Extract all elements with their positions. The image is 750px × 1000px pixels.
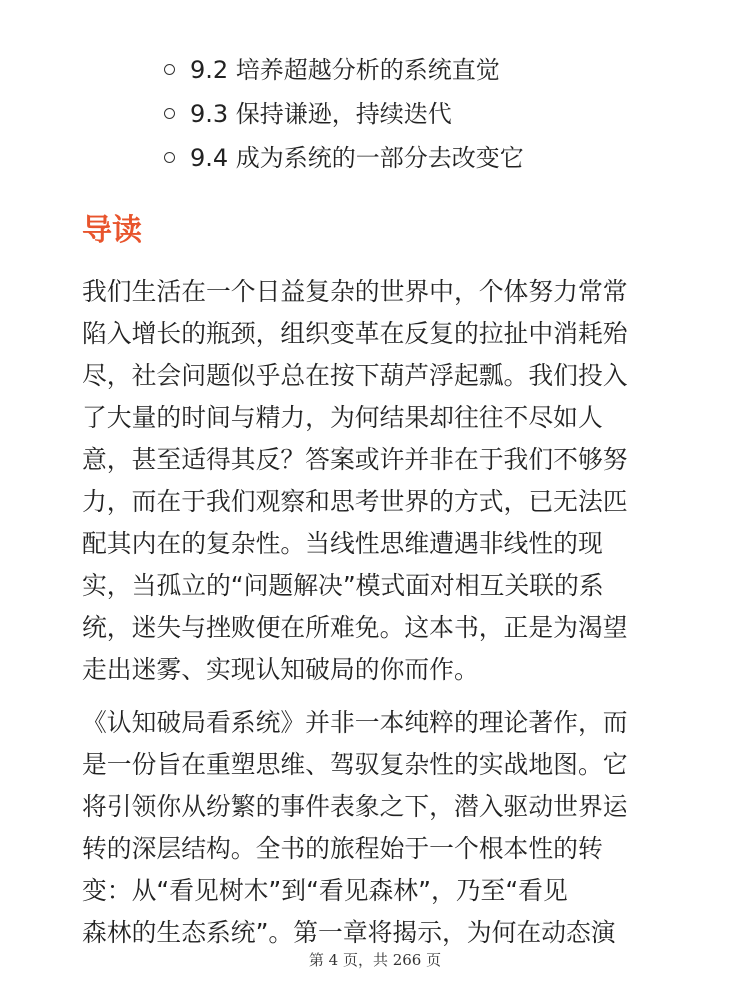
text-line: 转的深层结构。全书的旅程始于一个根本性的转 — [82, 834, 603, 863]
text-line: 力，而在于我们观察和思考世界的方式，已无法匹 — [82, 487, 628, 516]
text-line: 是一份旨在重塑思维、驾驭复杂性的实战地图。它 — [82, 750, 628, 779]
toc-item-label: 9.4 成为系统的一部分去改变它 — [190, 144, 524, 172]
text-line: 配其内在的复杂性。当线性思维遭遇非线性的现 — [82, 529, 603, 558]
text-line: 我们生活在一个日益复杂的世界中，个体努力常常 — [82, 277, 628, 306]
text-line: 走出迷雾、实现认知破局的你而作。 — [82, 655, 479, 684]
text-line: 陷入增长的瓶颈，组织变革在反复的拉扯中消耗殆 — [82, 319, 628, 348]
text-line: 了大量的时间与精力，为何结果却往往不尽如人 — [82, 403, 603, 432]
text-line: 将引领你从纷繁的事件表象之下，潜入驱动世界运 — [82, 792, 628, 821]
section-heading: 导读 — [82, 213, 142, 248]
page-number: 第 4 页，共 266 页 — [308, 951, 442, 969]
toc-list — [160, 48, 720, 180]
circle-bullet-icon — [164, 64, 175, 75]
text-line: 统，迷失与挫败便在所难免。这本书，正是为渴望 — [82, 613, 628, 642]
text-line: 尽，社会问题似乎总在按下葫芦浮起瓢。我们投入 — [82, 361, 628, 390]
circle-bullet-icon — [164, 152, 175, 163]
toc-item-label: 9.2 培养超越分析的系统直觉 — [190, 56, 500, 84]
text-line: 实，当孤立的“问题解决”模式面对相互关联的系 — [82, 571, 604, 600]
toc-item[interactable] — [160, 92, 720, 136]
text-line: 意，甚至适得其反？答案或许并非在于我们不够努 — [82, 445, 628, 474]
toc-item[interactable] — [160, 136, 720, 180]
text-line: 《认知破局看系统》并非一本纯粹的理论著作，而 — [82, 708, 628, 737]
text-line: 变：从“看见树木”到“看见森林”，乃至“看见 — [82, 876, 568, 905]
circle-bullet-icon — [164, 108, 175, 119]
toc-item-label: 9.3 保持谦逊，持续迭代 — [190, 100, 452, 128]
text-line: 森林的生态系统”。第一章将揭示，为何在动态演 — [82, 918, 616, 947]
toc-item[interactable] — [160, 48, 720, 92]
